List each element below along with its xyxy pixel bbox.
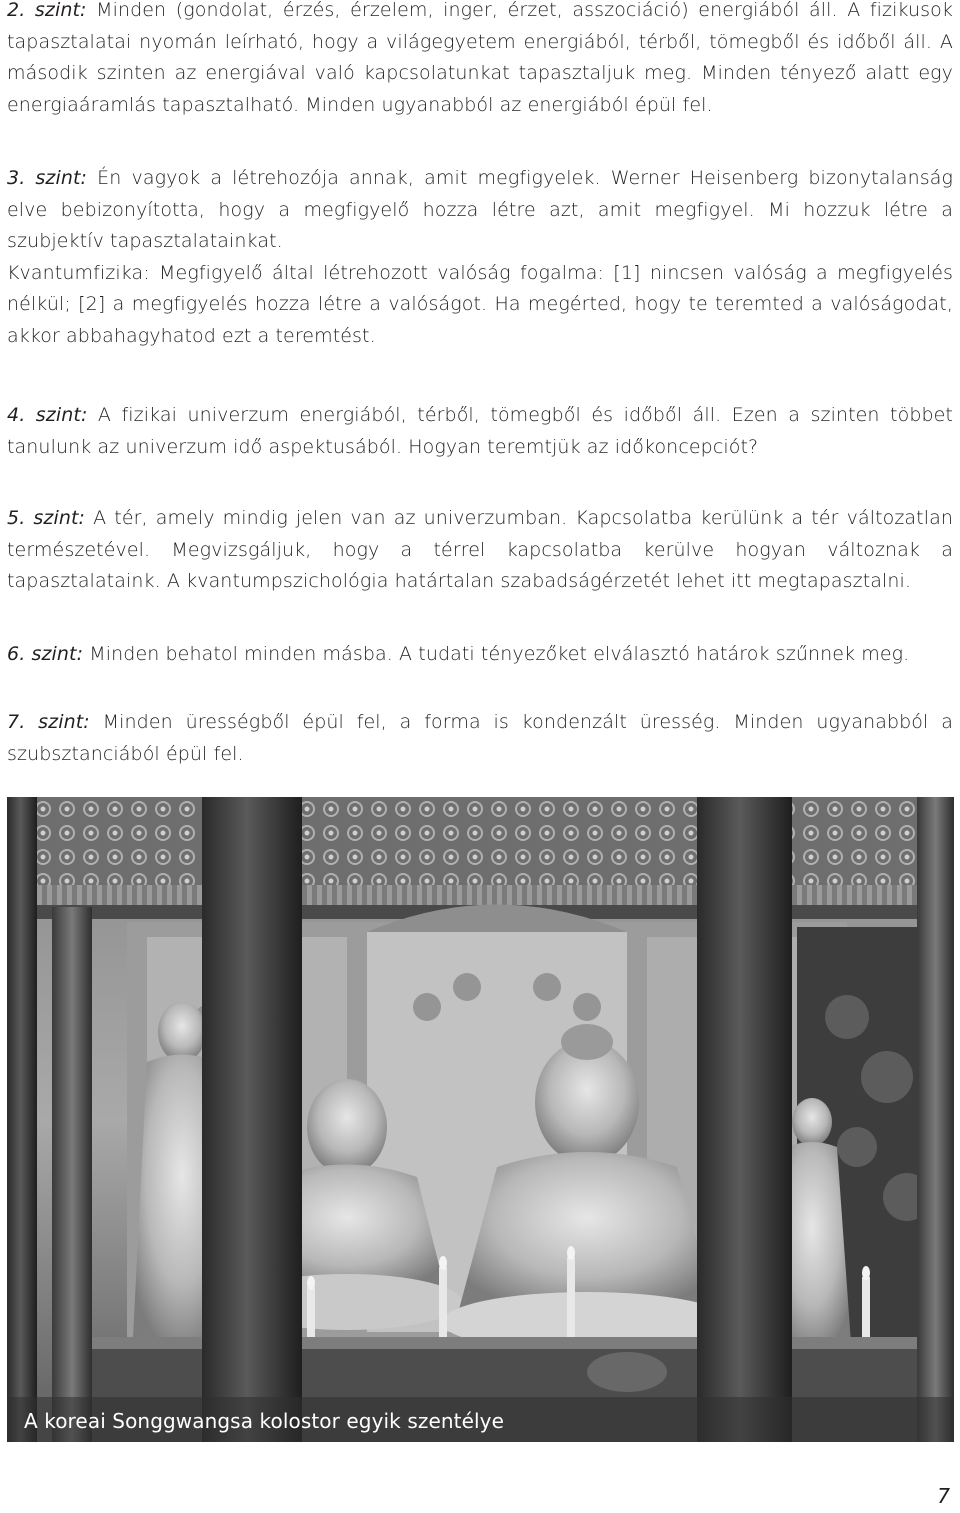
temple-shrine-illustration — [7, 797, 954, 1442]
paragraph-level-5 — [7, 503, 953, 598]
page-number: 7 — [937, 1484, 950, 1508]
level-text: Minden (gondolat, érzés, érzelem, inger, érzet, asszociáció) energiából áll. A fizikusok tapasztalatai nyomán leírható, hogy a világegyetem energiából, térből, tömegből és időből áll. A második szinten az energiával való kapcsolatunkat tapasztaljuk meg. Minden tényező alatt egy energiaáramlás tapasztalható. Minden ugyanabból az energiából épül fel. — [7, 0, 953, 116]
level-label: 6. szint: — [7, 643, 84, 665]
temple-photo — [7, 797, 954, 1442]
level-label: 2. szint: — [7, 0, 87, 21]
paragraph-level-7 — [7, 707, 953, 770]
level-label: 5. szint: — [7, 507, 86, 529]
level-text: Én vagyok a létrehozója annak, amit megfigyelek. Werner Heisenberg bizonytalanság elve bebizonyította, hogy a megfigyelő hozza létre azt, amit megfigyel. Mi hozzuk létre a szubjektív tapasztalatainkat. — [7, 167, 953, 252]
level-text: A fizikai univerzum energiából, térből, tömegből és időből áll. Ezen a szinten többet tanulunk az univerzum idő aspektusából. Hogyan teremtjük az időkoncepciót? — [7, 404, 953, 458]
quantum-physics-paragraph: Kvantumfizika: Megfigyelő által létrehozott valóság fogalma: [1] nincsen valóság a megfigyelés nélkül; [2] a megfigyelés hozza létre a valóságot. Ha megérted, hogy te teremted a valóságodat, akkor abbahagyhatod ezt a teremtést. — [7, 261, 953, 347]
level-text: Minden behatol minden másba. A tudati tényezőket elválasztó határok szűnnek meg. — [83, 643, 910, 665]
pillar-right — [697, 797, 792, 1442]
level-text: A tér, amely mindig jelen van az univerzumban. Kapcsolatba kerülünk a tér változatlan természetével. Megvizsgáljuk, hogy a térrel kapcsolatba kerülve hogyan változnak a tapasztalataink. A kvantumpszichológia határtalan szabadságérzetét lehet itt megtapasztalni. — [7, 507, 953, 592]
level-label: 3. szint: — [7, 167, 88, 189]
paragraph-level-4 — [7, 400, 953, 463]
level-label: 7. szint: — [7, 711, 90, 733]
level-label: 4. szint: — [7, 404, 88, 426]
level-text: Minden ürességből épül fel, a forma is kondenzált üresség. Minden ugyanabból a szubsztanciából épül fel. — [7, 711, 953, 765]
paragraph-level-3 — [7, 163, 953, 352]
photo-caption: A koreai Songgwangsa kolostor egyik szentélye — [24, 1409, 504, 1433]
pillar-left — [202, 797, 302, 1442]
paragraph-level-6 — [7, 639, 953, 671]
paragraph-level-2 — [7, 0, 953, 121]
